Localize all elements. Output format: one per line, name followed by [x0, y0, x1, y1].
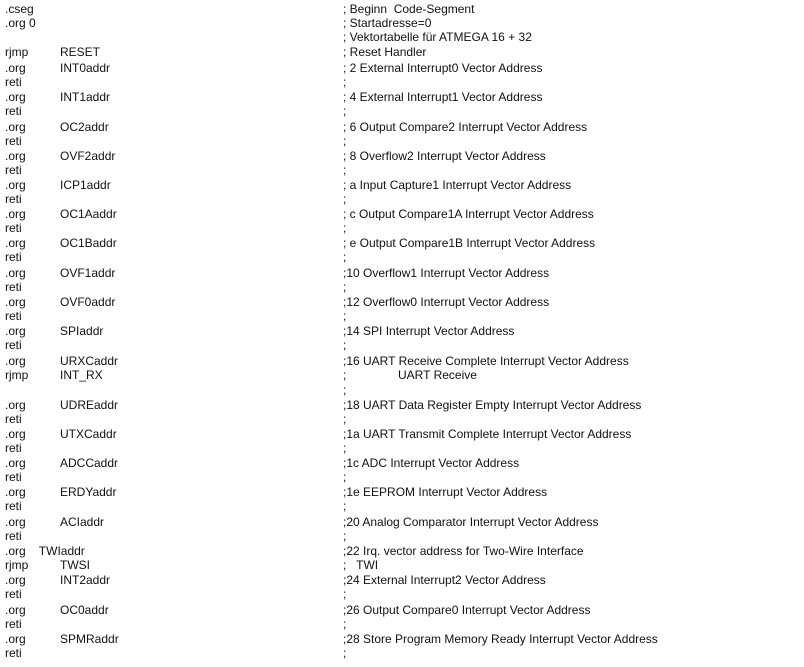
code-line [0, 544, 804, 558]
comment: ; c Output Compare1A Interrupt Vector Address [343, 207, 594, 221]
code-line [0, 149, 804, 163]
directive: .org [5, 515, 26, 529]
code-line [0, 456, 804, 470]
operand: INT2addr [60, 573, 111, 587]
comment: ;14 SPI Interrupt Vector Address [343, 324, 515, 338]
directive: reti [5, 499, 22, 513]
directive: reti [5, 250, 22, 264]
code-line [0, 573, 804, 587]
code-line [0, 61, 804, 75]
comment: ;28 Store Program Memory Ready Interrupt Vector Address [343, 632, 658, 646]
comment: ; [343, 470, 347, 484]
comment: ;24 External Interrupt2 Vector Address [343, 573, 546, 587]
comment: ;1a UART Transmit Complete Interrupt Vector Address [343, 427, 632, 441]
directive: reti [5, 163, 22, 177]
directive: reti [5, 617, 22, 631]
directive: reti [5, 412, 22, 426]
operand: SPIaddr [60, 324, 104, 338]
comment: ; [343, 499, 347, 513]
code-line [0, 250, 804, 264]
directive: reti [5, 646, 22, 660]
directive: .org [5, 324, 26, 338]
directive: reti [5, 587, 22, 601]
comment: ; 6 Output Compare2 Interrupt Vector Address [343, 120, 588, 134]
code-line [0, 178, 804, 192]
directive: .org [5, 573, 26, 587]
comment: ;16 UART Receive Complete Interrupt Vector Address [343, 354, 629, 368]
comment: ; [343, 309, 347, 323]
directive: .org [5, 398, 26, 412]
code-line [0, 266, 804, 280]
comment: ;18 UART Data Register Empty Interrupt Vector Address [343, 398, 642, 412]
comment: ; 4 External Interrupt1 Vector Address [343, 90, 543, 104]
directive: .org [5, 354, 26, 368]
directive: reti [5, 75, 22, 89]
comment: ; [343, 617, 347, 631]
comment: ; a Input Capture1 Interrupt Vector Address [343, 178, 572, 192]
comment: ; Reset Handler [343, 45, 427, 59]
code-line [0, 280, 804, 294]
code-line [0, 632, 804, 646]
directive: rjmp [5, 558, 29, 572]
comment-extra: UART Receive [398, 368, 477, 382]
operand: INT_RX [60, 368, 103, 382]
comment: ; [343, 587, 347, 601]
comment: ; 2 External Interrupt0 Vector Address [343, 61, 543, 75]
code-line [0, 383, 804, 397]
code-line [0, 558, 804, 572]
comment: ; 8 Overflow2 Interrupt Vector Address [343, 149, 546, 163]
code-line [0, 45, 804, 59]
operand: INT1addr [60, 90, 111, 104]
directive: reti [5, 338, 22, 352]
comment: ; [343, 280, 347, 294]
directive: .org [5, 236, 26, 250]
operand: OC2addr [60, 120, 109, 134]
code-line [0, 134, 804, 148]
code-line [0, 163, 804, 177]
code-line [0, 236, 804, 250]
code-line [0, 515, 804, 529]
operand: UTXCaddr [60, 427, 117, 441]
code-line [0, 207, 804, 221]
comment: ; [343, 104, 347, 118]
directive: .org [5, 120, 26, 134]
directive: .org TWIaddr [5, 544, 85, 558]
operand: URXCaddr [60, 354, 119, 368]
code-line [0, 427, 804, 441]
directive: reti [5, 134, 22, 148]
code-line [0, 485, 804, 499]
comment: ; Vektortabelle für ATMEGA 16 + 32 [343, 30, 532, 44]
operand: UDREaddr [60, 398, 119, 412]
comment: ; e Output Compare1B Interrupt Vector Address [343, 236, 596, 250]
comment: ;26 Output Compare0 Interrupt Vector Address [343, 603, 591, 617]
comment: ; Beginn Code-Segment [343, 2, 475, 16]
code-line [0, 529, 804, 543]
operand: RESET [60, 45, 101, 59]
directive: .org [5, 61, 26, 75]
code-line [0, 441, 804, 455]
operand: OVF1addr [60, 266, 116, 280]
operand: ERDYaddr [60, 485, 117, 499]
directive: .org [5, 456, 26, 470]
operand: OC1Baddr [60, 236, 117, 250]
code-line [0, 309, 804, 323]
directive: reti [5, 309, 22, 323]
code-line [0, 104, 804, 118]
code-line [0, 2, 804, 16]
directive: .cseg [5, 2, 34, 16]
directive: rjmp [5, 45, 29, 59]
comment: ; [343, 412, 347, 426]
directive: reti [5, 192, 22, 206]
directive: reti [5, 104, 22, 118]
comment: ; [343, 192, 347, 206]
directive: .org [5, 485, 26, 499]
directive: reti [5, 441, 22, 455]
comment: ; [343, 368, 347, 382]
code-line [0, 30, 804, 44]
directive: reti [5, 470, 22, 484]
code-line [0, 603, 804, 617]
code-line [0, 192, 804, 206]
operand: TWSI [60, 558, 90, 572]
code-line [0, 368, 804, 382]
directive: reti [5, 280, 22, 294]
directive: reti [5, 529, 22, 543]
comment: ; [343, 250, 347, 264]
comment: ; [343, 383, 347, 397]
comment: ; [343, 529, 347, 543]
directive: .org [5, 266, 26, 280]
code-line [0, 16, 804, 30]
directive: rjmp [5, 368, 29, 382]
code-line [0, 221, 804, 235]
operand: ADCCaddr [60, 456, 119, 470]
code-line [0, 75, 804, 89]
code-line [0, 90, 804, 104]
directive: .org [5, 207, 26, 221]
directive: .org [5, 178, 26, 192]
code-line [0, 412, 804, 426]
comment: ; [343, 338, 347, 352]
operand: OC0addr [60, 603, 109, 617]
comment: ; [343, 221, 347, 235]
operand: INT0addr [60, 61, 111, 75]
comment: ;1c ADC Interrupt Vector Address [343, 456, 520, 470]
operand: OVF2addr [60, 149, 116, 163]
code-line [0, 398, 804, 412]
operand: OVF0addr [60, 295, 116, 309]
code-line [0, 470, 804, 484]
code-line [0, 499, 804, 513]
directive: .org [5, 427, 26, 441]
directive: .org [5, 603, 26, 617]
comment: ; [343, 134, 347, 148]
code-line [0, 120, 804, 134]
directive: reti [5, 221, 22, 235]
code-line [0, 587, 804, 601]
comment: ; [343, 441, 347, 455]
comment: ; [343, 163, 347, 177]
comment: ;1e EEPROM Interrupt Vector Address [343, 485, 548, 499]
code-line [0, 646, 804, 660]
comment: ;10 Overflow1 Interrupt Vector Address [343, 266, 550, 280]
directive: .org [5, 90, 26, 104]
code-line [0, 354, 804, 368]
code-line [0, 617, 804, 631]
operand: ACIaddr [60, 515, 105, 529]
directive: .org [5, 632, 26, 646]
operand: SPMRaddr [60, 632, 119, 646]
comment: ;20 Analog Comparator Interrupt Vector Address [343, 515, 599, 529]
comment: ; Startadresse=0 [343, 16, 432, 30]
code-line [0, 324, 804, 338]
comment: ;22 Irq. vector address for Two-Wire Interface [343, 544, 584, 558]
comment: ; [343, 646, 347, 660]
code-line [0, 295, 804, 309]
code-line [0, 338, 804, 352]
comment: ; TWI [343, 558, 379, 572]
comment: ; [343, 75, 347, 89]
directive: .org [5, 149, 26, 163]
comment: ;12 Overflow0 Interrupt Vector Address [343, 295, 550, 309]
operand: ICP1addr [60, 178, 111, 192]
directive: .org [5, 295, 26, 309]
operand: OC1Aaddr [60, 207, 117, 221]
directive: .org 0 [5, 16, 36, 30]
